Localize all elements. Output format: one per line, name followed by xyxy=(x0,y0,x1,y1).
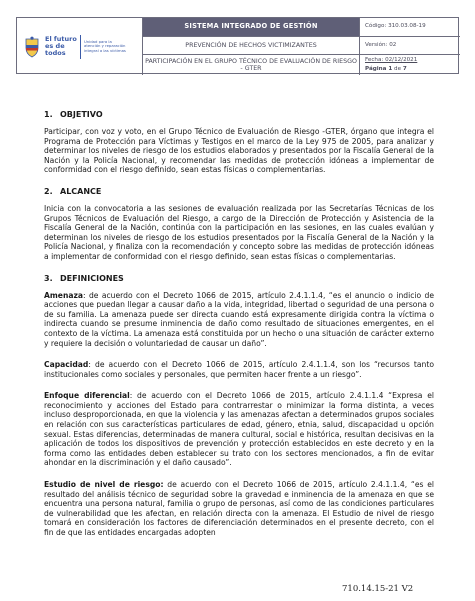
objetivo-paragraph: Participar, con voz y voto, en el Grupo Técnico de Evaluación de Riesgo -GTER, órgano que integra el Programa de Protección para Víctimas y Testigos en el marco de la Ley 975 de 2005, para analizar y determinar los niveles de riesgo de los estudios elaborados y presentados por la Fiscalía General de la Nación y la Policía Nacional, y recomendar las medidas de protección idóneas a implementar de conformidad con el riesgo definido, sean estas físicas o complementarias. xyxy=(44,127,435,175)
section-heading-alcance: 2. ALCANCE xyxy=(44,186,102,196)
date-label: Fecha: 02/12/2021 xyxy=(365,57,418,64)
page-label: Página 1 de 7 xyxy=(365,65,407,72)
version-label: Versión: 02 xyxy=(360,37,460,55)
document-title: PARTICIPACIÓN EN EL GRUPO TÉCNICO DE EVALUACIÓN DE RIESGO - GTER xyxy=(143,55,360,75)
entity-name: Unidad para la atención y reparación integral a las víctimas xyxy=(84,38,126,53)
definition-estudio-nivel-riesgo: Estudio de nivel de riesgo: de acuerdo con el Decreto 1066 de 2015, artículo 2.4.1.1.4, “es el resultado del análisis técnico de seguridad sobre la gravedad e inminencia de la amenaza en que se encuentra una persona natural, familia o grupo de personas, así como de las condiciones particulares de vulnerabilidad que les afectan, en relación directa con la amenaza. El Estudio de nivel de riesgo tomará en consideración los factores de diferenciación determinados en el presente decreto, con el fin de que las entidades encargadas adopten xyxy=(44,480,434,537)
code-label: Código: 310.03.08-19 xyxy=(360,18,460,37)
definition-capacidad: Capacidad: de acuerdo con el Decreto 1066 de 2015, artículo 2.4.1.1.4, son los “recursos tanto institucionales como sociales y personales, que permiten hacer frente a un riesgo”. xyxy=(44,360,434,379)
process-title: PREVENCIÓN DE HECHOS VICTIMIZANTES xyxy=(143,37,360,55)
definition-term: Capacidad xyxy=(44,360,89,370)
definition-amenaza: Amenaza: de acuerdo con el Decreto 1066 de 2015, artículo 2.4.1.1.4, “es el anuncio o indicio de acciones que puedan llegar a causar daño a la vida, integridad, libertad o seguridad de una persona o de su familia. La amenaza puede ser directa cuando está expresamente dirigida contra la víctima o indirecta cuando se presume inminencia de daño como resultado de situaciones emergentes, en el contexto de la víctima. La amenaza está constituida por un hecho o una situación de carácter externo y requiere la decisión o voluntariedad de causar un daño”. xyxy=(44,290,434,348)
section-heading-objetivo: 1. OBJETIVO xyxy=(44,110,103,119)
brand-slogan: El futuro es de todos xyxy=(45,35,77,57)
section-heading-definiciones: 3. DEFINICIONES xyxy=(44,273,124,283)
logo-area xyxy=(17,18,143,75)
definition-term: Estudio de nivel de riesgo: xyxy=(44,480,164,490)
logo-divider xyxy=(80,35,81,59)
footer-document-code: 710.14.15-21 V2 xyxy=(342,584,414,594)
definition-term: Enfoque diferencial xyxy=(44,391,130,401)
system-title: SISTEMA INTEGRADO DE GESTIÓN xyxy=(143,18,360,37)
page-total: 7 xyxy=(402,65,407,72)
alcance-paragraph: Inicia con la convocatoria a las sesiones de evaluación realizada por las Secretarías Técnicas de los Grupos Técnicos de Evaluación del Riesgo, a cargo de la Dirección de Protección y Asistencia de la Fiscalía General de la Nación, continúa con la participación en las sesiones, en las cuales evalúan y determinan los niveles de riesgo de los estudios presentados por la Fiscalía General de la Nación y la Policía Nacional, y finaliza con la recomendación y concepto sobre las medidas de protección idóneas a implementar de conformidad con el riesgo definido, sean estas físicas o complementarias. xyxy=(44,203,434,261)
date-page-cell xyxy=(360,55,460,75)
definition-enfoque-diferencial: Enfoque diferencial: de acuerdo con el Decreto 1066 de 2015, artículo 2.4.1.1.4 “Expresa el reconocimiento y acciones del Estado para contrarrestar o minimizar la forma distinta, a veces incluso desproporcionada, en que la violencia y las amenazas afectan a determinados grupos sociales en relación con sus características particulares de edad, género, etnia, salud, discapacidad u opción sexual. Estas diferencias, determinadas de manera cultural, social e histórica, resultan decisivas en la aplicación de todos los dispositivos de prevención y protección establecidos en este decreto y en la forma como las entidades deben establecer su trato con los sectores mencionados, a fin de evitar ahondar en la discriminación y el daño causado”. xyxy=(44,391,434,468)
colombia-coat-of-arms-icon xyxy=(23,36,41,58)
definition-term: Amenaza xyxy=(44,290,84,300)
document-header xyxy=(16,17,459,74)
document-body xyxy=(44,110,434,550)
page-current: 1 xyxy=(388,65,393,72)
